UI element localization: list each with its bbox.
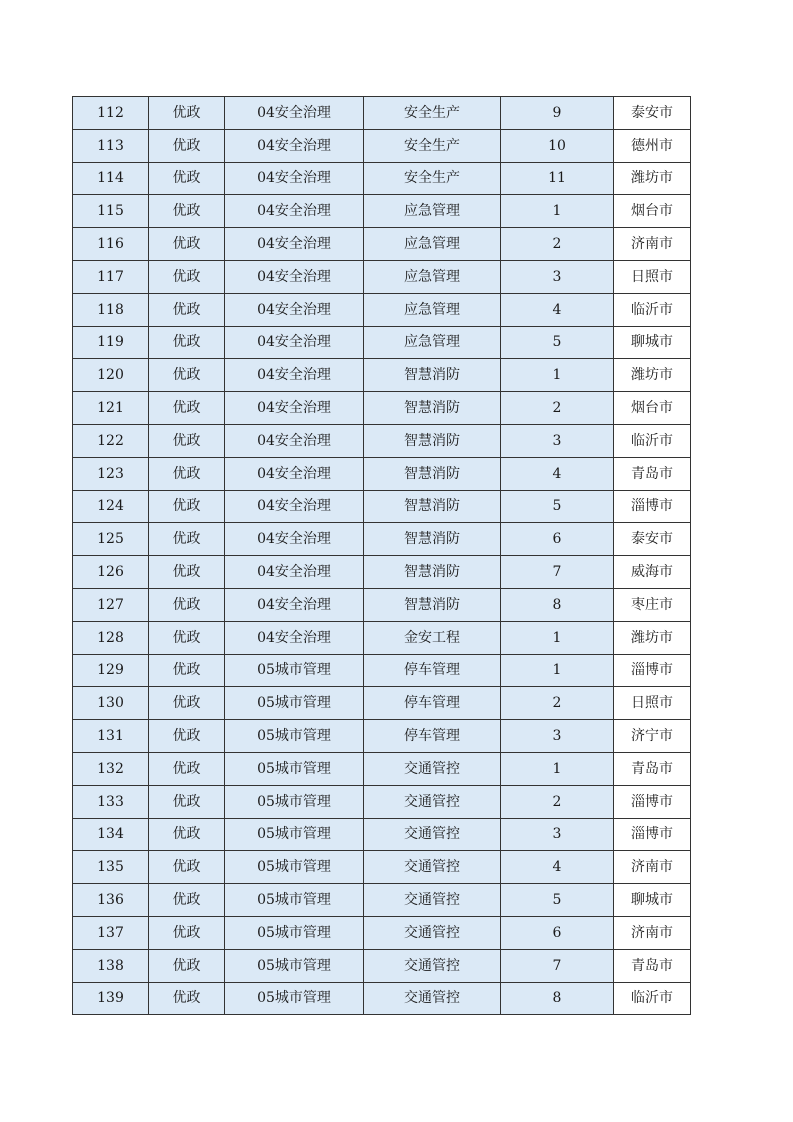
rank-cell: 10 <box>501 129 614 162</box>
row-number-cell: 138 <box>73 949 149 982</box>
table-row <box>73 687 691 720</box>
table-row <box>73 621 691 654</box>
scene-cell: 应急管理 <box>364 326 501 359</box>
city-cell: 济南市 <box>614 851 691 884</box>
scene-cell: 交通管控 <box>364 785 501 818</box>
scene-cell: 应急管理 <box>364 293 501 326</box>
rank-cell: 2 <box>501 392 614 425</box>
table-row <box>73 359 691 392</box>
domain-cell: 05城市管理 <box>225 687 364 720</box>
table-row <box>73 162 691 195</box>
category-cell: 优政 <box>149 97 225 130</box>
category-cell: 优政 <box>149 490 225 523</box>
table-row <box>73 326 691 359</box>
domain-cell: 04安全治理 <box>225 424 364 457</box>
domain-cell: 05城市管理 <box>225 851 364 884</box>
table-row <box>73 949 691 982</box>
domain-cell: 04安全治理 <box>225 97 364 130</box>
domain-cell: 04安全治理 <box>225 129 364 162</box>
rank-cell: 2 <box>501 687 614 720</box>
domain-cell: 04安全治理 <box>225 326 364 359</box>
category-cell: 优政 <box>149 621 225 654</box>
rank-cell: 2 <box>501 228 614 261</box>
rank-cell: 5 <box>501 884 614 917</box>
domain-cell: 05城市管理 <box>225 949 364 982</box>
rank-cell: 3 <box>501 260 614 293</box>
domain-cell: 04安全治理 <box>225 457 364 490</box>
row-number-cell: 112 <box>73 97 149 130</box>
category-cell: 优政 <box>149 720 225 753</box>
city-cell: 济南市 <box>614 228 691 261</box>
scene-cell: 智慧消防 <box>364 392 501 425</box>
scene-cell: 交通管控 <box>364 884 501 917</box>
scene-cell: 智慧消防 <box>364 457 501 490</box>
domain-cell: 04安全治理 <box>225 556 364 589</box>
table-row <box>73 556 691 589</box>
scene-cell: 智慧消防 <box>364 424 501 457</box>
rank-cell: 5 <box>501 326 614 359</box>
row-number-cell: 126 <box>73 556 149 589</box>
table-row <box>73 457 691 490</box>
rank-cell: 9 <box>501 97 614 130</box>
table-row <box>73 260 691 293</box>
scene-cell: 停车管理 <box>364 687 501 720</box>
rank-cell: 1 <box>501 359 614 392</box>
city-cell: 枣庄市 <box>614 588 691 621</box>
scene-cell: 智慧消防 <box>364 588 501 621</box>
row-number-cell: 137 <box>73 916 149 949</box>
scene-cell: 安全生产 <box>364 162 501 195</box>
rank-cell: 3 <box>501 720 614 753</box>
domain-cell: 04安全治理 <box>225 228 364 261</box>
category-cell: 优政 <box>149 162 225 195</box>
category-cell: 优政 <box>149 916 225 949</box>
city-cell: 日照市 <box>614 260 691 293</box>
table-row <box>73 523 691 556</box>
scene-cell: 交通管控 <box>364 818 501 851</box>
domain-cell: 05城市管理 <box>225 752 364 785</box>
row-number-cell: 115 <box>73 195 149 228</box>
category-cell: 优政 <box>149 949 225 982</box>
domain-cell: 05城市管理 <box>225 654 364 687</box>
rank-cell: 5 <box>501 490 614 523</box>
category-cell: 优政 <box>149 523 225 556</box>
city-cell: 德州市 <box>614 129 691 162</box>
category-cell: 优政 <box>149 228 225 261</box>
rank-cell: 4 <box>501 293 614 326</box>
domain-cell: 05城市管理 <box>225 818 364 851</box>
table-row <box>73 916 691 949</box>
category-cell: 优政 <box>149 556 225 589</box>
city-cell: 烟台市 <box>614 392 691 425</box>
row-number-cell: 133 <box>73 785 149 818</box>
table-row <box>73 884 691 917</box>
scene-cell: 交通管控 <box>364 752 501 785</box>
category-cell: 优政 <box>149 785 225 818</box>
rank-cell: 8 <box>501 588 614 621</box>
city-cell: 日照市 <box>614 687 691 720</box>
domain-cell: 04安全治理 <box>225 490 364 523</box>
category-cell: 优政 <box>149 654 225 687</box>
city-cell: 青岛市 <box>614 457 691 490</box>
scene-cell: 交通管控 <box>364 982 501 1015</box>
domain-cell: 04安全治理 <box>225 588 364 621</box>
city-cell: 临沂市 <box>614 424 691 457</box>
category-cell: 优政 <box>149 818 225 851</box>
row-number-cell: 130 <box>73 687 149 720</box>
category-cell: 优政 <box>149 982 225 1015</box>
ranking-table-page <box>72 96 691 1015</box>
row-number-cell: 128 <box>73 621 149 654</box>
category-cell: 优政 <box>149 424 225 457</box>
city-cell: 临沂市 <box>614 293 691 326</box>
rank-cell: 6 <box>501 916 614 949</box>
city-cell: 淄博市 <box>614 785 691 818</box>
rank-cell: 3 <box>501 818 614 851</box>
domain-cell: 05城市管理 <box>225 916 364 949</box>
table-row <box>73 195 691 228</box>
scene-cell: 智慧消防 <box>364 359 501 392</box>
scene-cell: 安全生产 <box>364 97 501 130</box>
table-row <box>73 720 691 753</box>
category-cell: 优政 <box>149 359 225 392</box>
scene-cell: 停车管理 <box>364 654 501 687</box>
city-cell: 威海市 <box>614 556 691 589</box>
domain-cell: 04安全治理 <box>225 162 364 195</box>
row-number-cell: 113 <box>73 129 149 162</box>
city-cell: 济宁市 <box>614 720 691 753</box>
category-cell: 优政 <box>149 293 225 326</box>
domain-cell: 04安全治理 <box>225 293 364 326</box>
category-cell: 优政 <box>149 457 225 490</box>
scene-cell: 交通管控 <box>364 949 501 982</box>
city-cell: 潍坊市 <box>614 359 691 392</box>
table-row <box>73 392 691 425</box>
scene-cell: 智慧消防 <box>364 523 501 556</box>
row-number-cell: 134 <box>73 818 149 851</box>
rank-cell: 1 <box>501 195 614 228</box>
table-row <box>73 588 691 621</box>
scene-cell: 应急管理 <box>364 228 501 261</box>
row-number-cell: 124 <box>73 490 149 523</box>
table-row <box>73 851 691 884</box>
rank-cell: 1 <box>501 752 614 785</box>
rank-cell: 1 <box>501 621 614 654</box>
rank-cell: 2 <box>501 785 614 818</box>
rank-cell: 7 <box>501 556 614 589</box>
scene-cell: 智慧消防 <box>364 556 501 589</box>
scene-cell: 应急管理 <box>364 195 501 228</box>
category-cell: 优政 <box>149 392 225 425</box>
city-cell: 青岛市 <box>614 752 691 785</box>
city-cell: 泰安市 <box>614 97 691 130</box>
category-cell: 优政 <box>149 326 225 359</box>
row-number-cell: 119 <box>73 326 149 359</box>
table-row <box>73 654 691 687</box>
category-cell: 优政 <box>149 195 225 228</box>
category-cell: 优政 <box>149 260 225 293</box>
city-cell: 潍坊市 <box>614 162 691 195</box>
scene-cell: 交通管控 <box>364 851 501 884</box>
row-number-cell: 139 <box>73 982 149 1015</box>
scene-cell: 停车管理 <box>364 720 501 753</box>
domain-cell: 04安全治理 <box>225 195 364 228</box>
row-number-cell: 127 <box>73 588 149 621</box>
row-number-cell: 122 <box>73 424 149 457</box>
table-row <box>73 293 691 326</box>
city-cell: 泰安市 <box>614 523 691 556</box>
category-cell: 优政 <box>149 687 225 720</box>
table-row <box>73 490 691 523</box>
rank-cell: 7 <box>501 949 614 982</box>
scene-cell: 智慧消防 <box>364 490 501 523</box>
category-cell: 优政 <box>149 129 225 162</box>
rank-cell: 6 <box>501 523 614 556</box>
table-row <box>73 228 691 261</box>
row-number-cell: 132 <box>73 752 149 785</box>
row-number-cell: 121 <box>73 392 149 425</box>
ranking-table <box>72 96 691 1015</box>
row-number-cell: 136 <box>73 884 149 917</box>
domain-cell: 04安全治理 <box>225 523 364 556</box>
city-cell: 淄博市 <box>614 490 691 523</box>
city-cell: 济南市 <box>614 916 691 949</box>
row-number-cell: 123 <box>73 457 149 490</box>
row-number-cell: 116 <box>73 228 149 261</box>
domain-cell: 05城市管理 <box>225 720 364 753</box>
rank-cell: 4 <box>501 457 614 490</box>
row-number-cell: 114 <box>73 162 149 195</box>
rank-cell: 8 <box>501 982 614 1015</box>
city-cell: 淄博市 <box>614 818 691 851</box>
row-number-cell: 129 <box>73 654 149 687</box>
scene-cell: 交通管控 <box>364 916 501 949</box>
domain-cell: 05城市管理 <box>225 884 364 917</box>
table-body <box>73 97 691 1015</box>
city-cell: 淄博市 <box>614 654 691 687</box>
table-row <box>73 97 691 130</box>
rank-cell: 11 <box>501 162 614 195</box>
table-row <box>73 818 691 851</box>
row-number-cell: 117 <box>73 260 149 293</box>
row-number-cell: 118 <box>73 293 149 326</box>
domain-cell: 04安全治理 <box>225 621 364 654</box>
row-number-cell: 131 <box>73 720 149 753</box>
city-cell: 青岛市 <box>614 949 691 982</box>
row-number-cell: 120 <box>73 359 149 392</box>
rank-cell: 1 <box>501 654 614 687</box>
city-cell: 聊城市 <box>614 884 691 917</box>
rank-cell: 4 <box>501 851 614 884</box>
city-cell: 临沂市 <box>614 982 691 1015</box>
city-cell: 聊城市 <box>614 326 691 359</box>
category-cell: 优政 <box>149 884 225 917</box>
domain-cell: 05城市管理 <box>225 982 364 1015</box>
domain-cell: 04安全治理 <box>225 392 364 425</box>
category-cell: 优政 <box>149 752 225 785</box>
city-cell: 潍坊市 <box>614 621 691 654</box>
category-cell: 优政 <box>149 851 225 884</box>
scene-cell: 金安工程 <box>364 621 501 654</box>
domain-cell: 04安全治理 <box>225 260 364 293</box>
table-row <box>73 785 691 818</box>
rank-cell: 3 <box>501 424 614 457</box>
scene-cell: 安全生产 <box>364 129 501 162</box>
table-row <box>73 752 691 785</box>
table-row <box>73 129 691 162</box>
row-number-cell: 125 <box>73 523 149 556</box>
domain-cell: 04安全治理 <box>225 359 364 392</box>
city-cell: 烟台市 <box>614 195 691 228</box>
table-row <box>73 982 691 1015</box>
table-row <box>73 424 691 457</box>
row-number-cell: 135 <box>73 851 149 884</box>
domain-cell: 05城市管理 <box>225 785 364 818</box>
scene-cell: 应急管理 <box>364 260 501 293</box>
category-cell: 优政 <box>149 588 225 621</box>
